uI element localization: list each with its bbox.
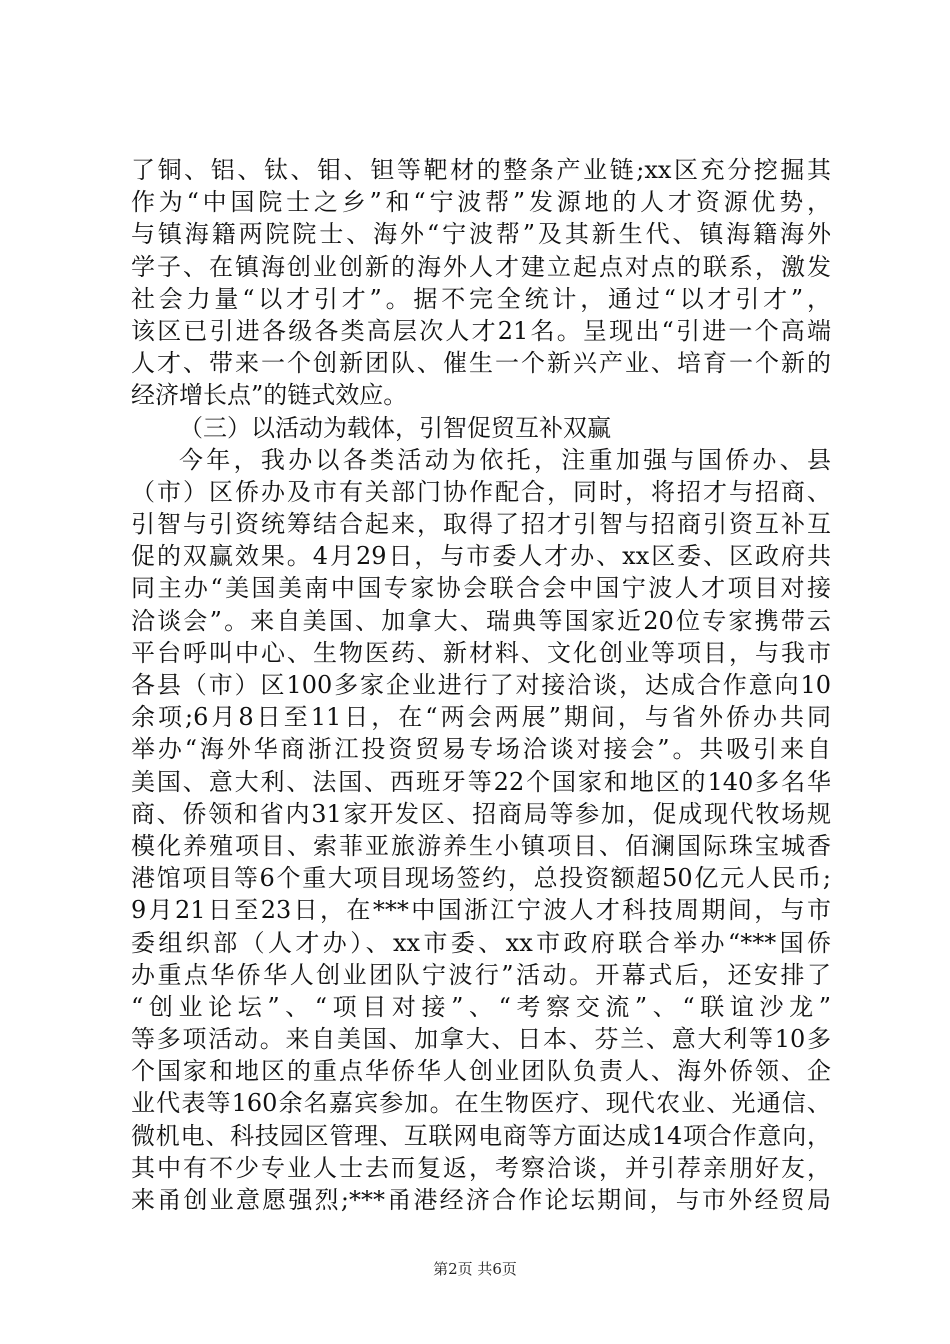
text-line: （市）区侨办及市有关部门协作配合，同时，将招才与招商、	[131, 477, 831, 506]
text-line: 来甬创业意愿强烈;***甬港经济合作论坛期间，与市外经贸局	[131, 1186, 831, 1214]
paragraph-activities	[131, 444, 831, 1217]
text-line: 同主办“美国美南中国专家协会联合会中国宁波人才项目对接	[131, 574, 831, 603]
text-line: 微机电、科技园区管理、互联网电商等方面达成14项合作意向，	[131, 1121, 831, 1150]
text-line: 其中有不少专业人士去而复返，考察洽谈，并引荐亲朋好友，	[131, 1153, 831, 1182]
text-line: 作为“中国院士之乡”和“宁波帮”发源地的人才资源优势，	[131, 188, 831, 217]
document-body	[131, 154, 831, 1216]
text-line: 促的双赢效果。4月29日，与市委人才办、xx区委、区政府共	[131, 542, 831, 571]
text-line: 商、侨领和省内31家开发区、招商局等参加，促成现代牧场规	[131, 799, 831, 828]
text-line: 与镇海籍两院院士、海外“宁波帮”及其新生代、镇海籍海外	[131, 220, 831, 249]
text-line: 今年，我办以各类活动为依托，注重加强与国侨办、县	[179, 445, 831, 474]
text-line: 美国、意大利、法国、西班牙等22个国家和地区的140多名华	[131, 767, 831, 796]
text-line: 该区已引进各级各类高层次人才21名。呈现出“引进一个高端	[131, 316, 831, 345]
text-line: 个国家和地区的重点华侨华人创业团队负责人、海外侨领、企	[131, 1057, 831, 1086]
text-line: 业代表等160余名嘉宾参加。在生物医疗、现代农业、光通信、	[131, 1089, 831, 1118]
page-footer: 第2页 共6页	[433, 1260, 517, 1278]
text-line: 9月21日至23日，在***中国浙江宁波人才科技周期间，与市	[131, 896, 831, 925]
text-line: “创业论坛”、“项目对接”、“考察交流”、“联谊沙龙”	[131, 992, 831, 1021]
text-line: 引智与引资统筹结合起来，取得了招才引智与招商引资互补互	[131, 510, 831, 539]
text-line: 委组织部（人才办）、xx市委、xx市政府联合举办“***国侨	[131, 928, 831, 957]
text-line: 了铜、铝、钛、钼、钽等靶材的整条产业链;xx区充分挖掘其	[131, 156, 831, 184]
text-line: 经济增长点”的链式效应。	[131, 381, 408, 410]
text-line: 办重点华侨华人创业团队宁波行”活动。开幕式后，还安排了	[131, 960, 831, 989]
text-line: 港馆项目等6个重大项目现场签约，总投资额超50亿元人民币;	[131, 864, 831, 893]
text-line: 余项;6月8日至11日，在“两会两展”期间，与省外侨办共同	[131, 703, 831, 732]
text-line: 各县（市）区100多家企业进行了对接洽谈，达成合作意向10	[131, 671, 831, 699]
text-line: 人才、带来一个创新团队、催生一个新兴产业、培育一个新的	[131, 349, 831, 378]
paragraph-continued	[131, 154, 831, 412]
section-heading: （三）以活动为载体，引智促贸互补双赢	[179, 413, 611, 442]
text-line: 社会力量“以才引才”。据不完全统计，通过“以才引才”，	[131, 284, 831, 313]
text-line: 学子、在镇海创业创新的海外人才建立起点对点的联系，激发	[131, 252, 831, 281]
text-line: 模化养殖项目、索菲亚旅游养生小镇项目、佰澜国际珠宝城香	[131, 831, 831, 860]
text-line: 举办“海外华商浙江投资贸易专场洽谈对接会”。共吸引来自	[131, 735, 831, 764]
text-line: 等多项活动。来自美国、加拿大、日本、芬兰、意大利等10多	[131, 1025, 831, 1054]
text-line: 洽谈会”。来自美国、加拿大、瑞典等国家近20位专家携带云	[131, 606, 831, 635]
text-line: 平台呼叫中心、生物医药、新材料、文化创业等项目，与我市	[131, 638, 831, 667]
